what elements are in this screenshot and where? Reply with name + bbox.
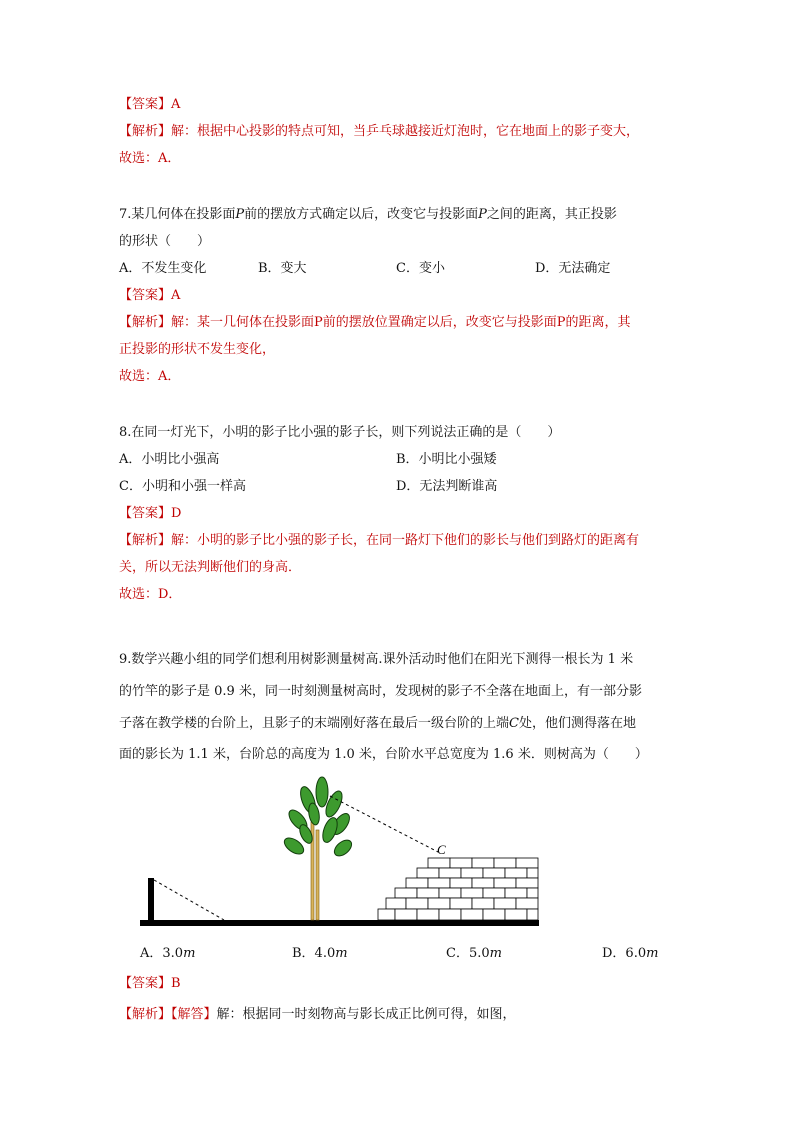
q9-figure bbox=[138, 770, 548, 935]
steps bbox=[378, 858, 538, 920]
q6-analysis-line1 bbox=[119, 123, 639, 141]
q8-analysis-line2: 关，所以无法判断他们的身高． bbox=[119, 560, 302, 575]
analysis-tag: 【解析】 bbox=[119, 124, 172, 139]
q7-analysis-line2: 正投影的形状不发生变化， bbox=[119, 342, 276, 357]
answer-tag: 【答案】 bbox=[119, 288, 172, 303]
option-unit: m bbox=[489, 946, 502, 961]
analysis-text: 解：小明的影子比小强的影子长，在同一路灯下他们的影长与他们到路灯的距离有 bbox=[171, 533, 640, 548]
q9-stem-part: 处，他们测得落在地 bbox=[518, 716, 636, 731]
analysis-text: 解：根据中心投影的特点可知，当乒乓球越接近灯泡时，它在地面上的影子变大， bbox=[171, 124, 640, 139]
q6-answer-line bbox=[119, 96, 180, 114]
q8-option-b: B．小明比小强矮 bbox=[396, 452, 497, 467]
ground-line bbox=[140, 920, 539, 926]
q7-option-d: D．无法确定 bbox=[535, 261, 611, 276]
analysis-text: 解：根据同一时刻物高与影长成正比例可得，如图， bbox=[216, 1007, 516, 1022]
q7-stem-part: 7.某几何体在投影面 bbox=[119, 207, 236, 222]
pole-shadow-ray bbox=[154, 880, 224, 920]
pole bbox=[148, 878, 154, 922]
q8-option-c: C．小明和小强一样高 bbox=[119, 479, 246, 494]
q9-stem-part: 子落在教学楼的台阶上，且影子的末端刚好落在最后一级台阶的上端 bbox=[119, 716, 510, 731]
option-num: B．4.0 bbox=[292, 946, 336, 961]
answer-value: A bbox=[171, 288, 181, 303]
answer-value: D bbox=[171, 506, 182, 521]
option-num: D．6.0 bbox=[602, 946, 647, 961]
q9-option-b bbox=[292, 945, 348, 963]
analysis-tag: 【解析】【解答】 bbox=[119, 1007, 217, 1022]
q7-option-b: B．变大 bbox=[258, 261, 307, 276]
option-num: C．5.0 bbox=[446, 946, 490, 961]
answer-value: A bbox=[171, 97, 181, 112]
q8-analysis-line3: 故选：D． bbox=[119, 587, 182, 602]
q7-stem-var: P bbox=[235, 207, 245, 222]
q8-answer-line bbox=[119, 505, 181, 523]
q8-analysis-line1 bbox=[119, 532, 639, 550]
q8-option-a: A．小明比小强高 bbox=[119, 452, 220, 467]
q7-option-c: C．变小 bbox=[396, 261, 445, 276]
q7-analysis-line3: 故选：A． bbox=[119, 369, 181, 384]
q9-stem-line2: 的竹竿的影子是 0.9 米，同一时刻测量树高时，发现树的影子不全落在地面上，有一部分影 bbox=[119, 684, 642, 699]
answer-value: B bbox=[171, 976, 181, 991]
q9-analysis-line1 bbox=[119, 1006, 516, 1024]
analysis-tag: 【解析】 bbox=[119, 315, 172, 330]
analysis-text: 解：某一几何体在投影面P前的摆放位置确定以后，改变它与投影面P的距离，其 bbox=[171, 315, 631, 330]
q7-analysis-line1 bbox=[119, 314, 631, 332]
q7-stem-part: 前的摆放方式确定以后，改变它与投影面 bbox=[244, 207, 479, 222]
q9-stem-line3 bbox=[119, 715, 636, 733]
answer-tag: 【答案】 bbox=[119, 976, 172, 991]
q9-option-c bbox=[446, 945, 502, 963]
answer-tag: 【答案】 bbox=[119, 97, 172, 112]
answer-tag: 【答案】 bbox=[119, 506, 172, 521]
q7-stem-var: P bbox=[478, 207, 487, 222]
q9-answer-line bbox=[119, 975, 181, 993]
q7-stem-line1 bbox=[119, 206, 617, 224]
option-unit: m bbox=[335, 946, 348, 961]
option-unit: m bbox=[183, 946, 196, 961]
q7-option-a: A．不发生变化 bbox=[119, 261, 207, 276]
q9-stem-line4: 面的影长为 1.1 米，台阶总的高度为 1.0 米，台阶水平总宽度为 1.6 米．则树高为（ ） bbox=[119, 747, 648, 762]
q9-option-d bbox=[602, 945, 658, 963]
q9-option-a bbox=[140, 945, 195, 963]
q9-stem-line1: 9.数学兴趣小组的同学们想利用树影测量树高.课外活动时他们在阳光下测得一根长为 1 米 bbox=[119, 652, 634, 667]
q6-analysis-line2: 故选：A． bbox=[119, 151, 181, 166]
analysis-tag: 【解析】 bbox=[119, 533, 172, 548]
q7-stem-part: 之间的距离，其正投影 bbox=[486, 207, 617, 222]
q8-option-d: D．无法判断谁高 bbox=[396, 479, 498, 494]
point-c-label: C bbox=[437, 842, 446, 857]
q7-answer-line bbox=[119, 287, 180, 305]
q8-stem: 8.在同一灯光下，小明的影子比小强的影子长，则下列说法正确的是（ ） bbox=[119, 425, 561, 440]
option-num: A．3.0 bbox=[140, 946, 184, 961]
q7-stem-line2: 的形状（ ） bbox=[119, 234, 211, 249]
q9-stem-var: C bbox=[509, 716, 519, 731]
option-unit: m bbox=[646, 946, 659, 961]
